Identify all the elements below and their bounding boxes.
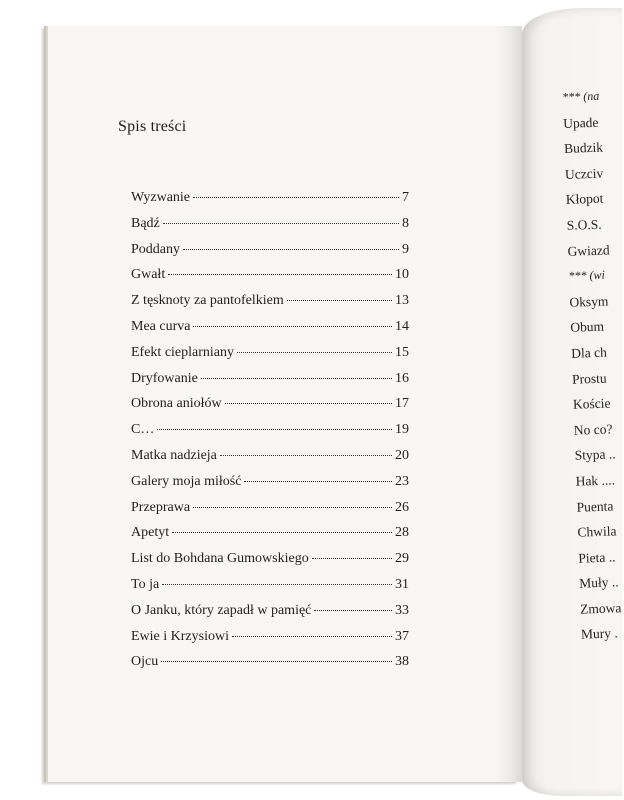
toc-entry-title: Przeprawa <box>131 499 191 515</box>
toc-entry-page-number: 37 <box>395 628 409 644</box>
toc-entry <box>131 629 409 655</box>
toc-entry <box>131 242 409 268</box>
right-page-entry: *** (wi <box>568 267 606 284</box>
toc-entry <box>131 500 409 526</box>
dot-leader <box>183 249 399 250</box>
toc-entry <box>131 267 409 293</box>
table-of-contents <box>131 190 409 680</box>
toc-entry-page-number: 16 <box>395 370 409 386</box>
toc-entry-page-number: 17 <box>395 396 409 412</box>
toc-entry <box>131 422 409 448</box>
toc-entry-title: Bądź <box>131 215 160 231</box>
toc-entry-page-number: 31 <box>395 576 409 592</box>
toc-entry <box>131 190 409 216</box>
right-page-entry: Obum <box>570 319 605 336</box>
toc-entry-title: Poddany <box>131 241 180 257</box>
toc-entry <box>131 396 409 422</box>
dot-leader <box>314 610 392 611</box>
dot-leader <box>312 558 392 559</box>
dot-leader <box>244 481 392 482</box>
toc-entry <box>131 525 409 551</box>
right-page-entry: Kłopot <box>565 191 604 208</box>
toc-entry-title: C… <box>131 422 155 438</box>
right-page-entry: S.O.S. <box>566 216 602 233</box>
toc-entry-title: Obrona aniołów <box>131 396 222 412</box>
toc-entry <box>131 474 409 500</box>
right-page-entry: Dla ch <box>570 344 608 361</box>
right-page-entry: Hak .... <box>575 472 616 489</box>
toc-entry-page-number: 20 <box>395 447 409 463</box>
toc-entry-page-number: 26 <box>395 499 409 515</box>
toc-entry-title: Dryfowanie <box>131 370 198 386</box>
toc-entry-title: Wyzwanie <box>131 190 191 205</box>
toc-entry-title: Gwałt <box>131 267 166 283</box>
toc-entry <box>131 551 409 577</box>
right-page-entry: Oksym <box>569 293 609 310</box>
toc-entry-title: Mea curva <box>131 318 191 334</box>
toc-entry <box>131 319 409 345</box>
toc-entry-title: Ojcu <box>131 654 159 670</box>
toc-entry <box>131 603 409 629</box>
right-page-entry: Prostu <box>571 370 607 387</box>
right-page-entry: Chwila <box>577 523 617 540</box>
toc-entry-page-number: 10 <box>395 267 409 283</box>
right-page-entry: Pieta .. <box>578 549 616 566</box>
toc-entry-page-number: 8 <box>402 215 409 231</box>
toc-entry <box>131 371 409 397</box>
toc-entry-title: Z tęsknoty za pantofelkiem <box>131 293 284 309</box>
toc-entry <box>131 577 409 603</box>
toc-entry-title: Apetyt <box>131 525 170 541</box>
right-page-entry: *** (na <box>562 88 600 104</box>
dot-leader <box>201 378 392 379</box>
dot-leader <box>168 274 392 275</box>
right-page-entry: Budzik <box>563 139 604 157</box>
dot-leader <box>157 429 392 430</box>
right-page-entry: Upade <box>562 114 599 131</box>
right-page-entry: Mury . <box>580 625 619 643</box>
dot-leader <box>163 223 399 224</box>
dot-leader <box>193 197 399 198</box>
toc-entry-page-number: 13 <box>395 293 409 309</box>
toc-entry-title: Matka nadzieja <box>131 447 217 463</box>
toc-entry-page-number: 38 <box>395 654 409 670</box>
right-page-entry: Stypa .. <box>574 446 616 464</box>
toc-entry-title: Efekt cieplarniany <box>131 344 235 360</box>
toc-entry-page-number: 15 <box>395 344 409 360</box>
dot-leader <box>162 584 392 585</box>
right-page <box>522 8 622 796</box>
toc-entry-title: O Janku, który zapadł w pamięć <box>131 602 312 618</box>
page-title: Spis treści <box>118 118 187 135</box>
toc-entry-title: Galery moja miłość <box>131 473 242 489</box>
dot-leader <box>193 507 392 508</box>
toc-entry-title: To ja <box>131 576 160 592</box>
right-page-entry: Gwiazd <box>567 242 610 259</box>
toc-entry-page-number: 14 <box>395 318 409 334</box>
dot-leader <box>172 532 392 533</box>
right-page-list <box>562 89 624 653</box>
dot-leader <box>161 661 392 662</box>
toc-entry-page-number: 9 <box>402 241 409 257</box>
toc-entry-page-number: 19 <box>395 422 409 438</box>
toc-entry-title: List do Bohdana Gumowskiego <box>131 551 309 567</box>
toc-entry-title: Ewie i Krzysiowi <box>131 628 229 644</box>
right-page-entry: Koście <box>572 395 611 412</box>
toc-entry <box>131 448 409 474</box>
toc-entry <box>131 654 409 680</box>
toc-entry-page-number: 23 <box>395 473 409 489</box>
toc-entry <box>131 293 409 319</box>
right-page-entry: No co? <box>573 421 613 438</box>
dot-leader <box>287 300 392 301</box>
dot-leader <box>225 403 392 404</box>
toc-entry-page-number: 28 <box>395 525 409 541</box>
dot-leader <box>232 636 392 637</box>
toc-entry-page-number: 7 <box>402 190 409 205</box>
toc-entry <box>131 216 409 242</box>
dot-leader <box>237 352 392 353</box>
right-page-entry: Zmowa <box>579 600 622 617</box>
right-page-entry: Uczciv <box>564 165 604 182</box>
dot-leader <box>193 326 392 327</box>
toc-entry <box>131 345 409 371</box>
toc-entry-page-number: 33 <box>395 602 409 618</box>
right-page-entry: Muły .. <box>578 574 619 591</box>
right-page-entry: Puenta <box>576 497 614 515</box>
dot-leader <box>220 455 392 456</box>
toc-entry-page-number: 29 <box>395 551 409 567</box>
